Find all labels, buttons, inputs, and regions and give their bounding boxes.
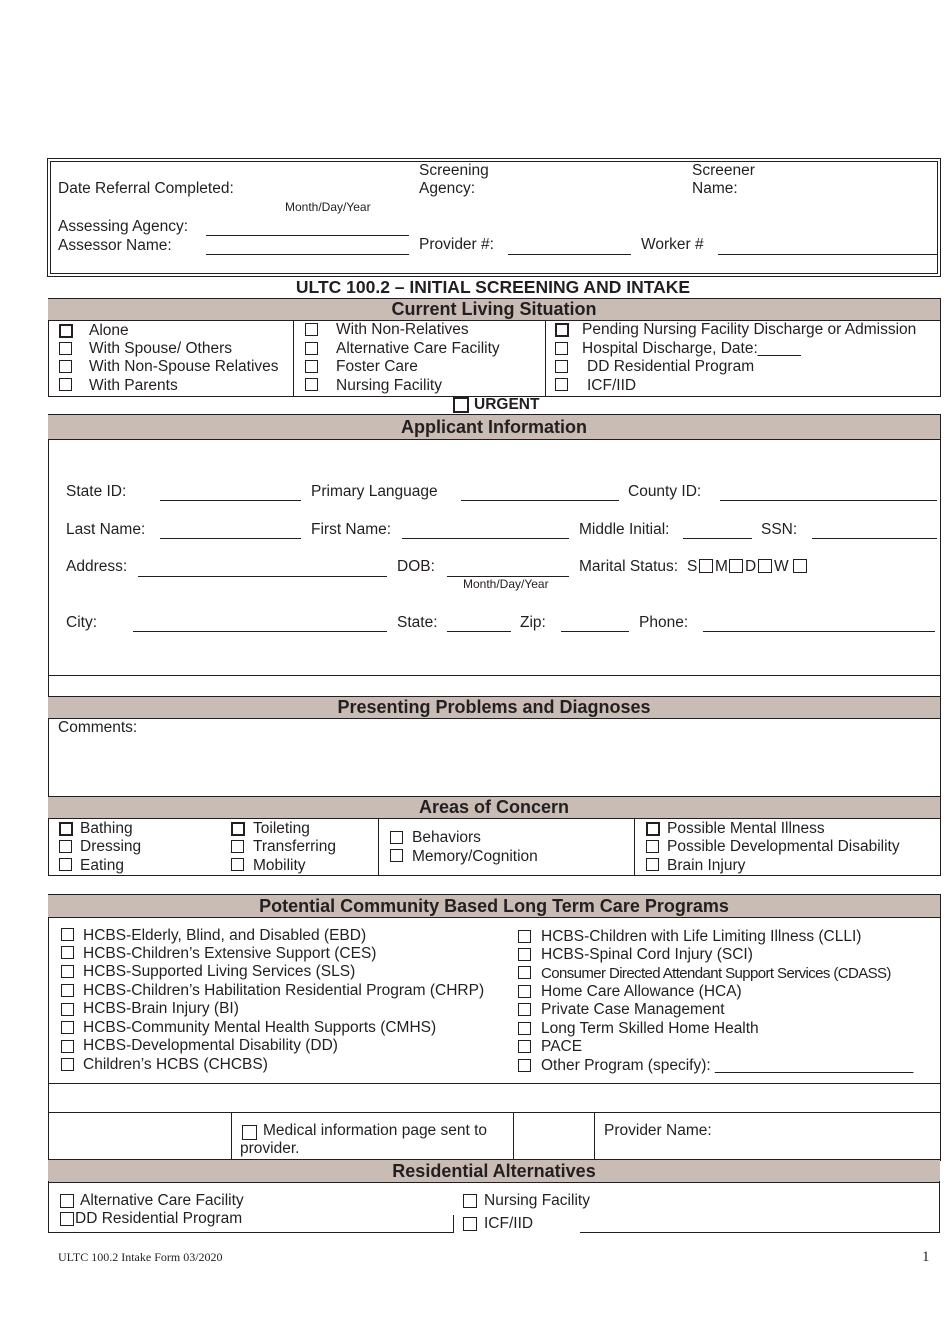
res-dd-residential-checkbox[interactable] <box>60 1212 74 1226</box>
eating-checkbox[interactable] <box>59 858 72 871</box>
marital-s-checkbox[interactable] <box>699 559 713 573</box>
alternative-care-label: Alternative Care Facility <box>336 340 500 357</box>
program-chrp-checkbox[interactable] <box>61 984 74 997</box>
state-field[interactable] <box>447 631 511 632</box>
program-pace-label: PACE <box>541 1038 583 1055</box>
toileting-label: Toileting <box>253 820 310 837</box>
program-cdass-label: Consumer Directed Attendant Support Services (CDASS) <box>541 965 891 982</box>
date-referral-label: Date Referral Completed: <box>58 180 234 197</box>
program-sls-checkbox[interactable] <box>61 965 74 978</box>
assessing-agency-field[interactable] <box>206 235 409 236</box>
res-nursing-facility-label: Nursing Facility <box>484 1192 590 1209</box>
residential-divider <box>453 1215 454 1233</box>
dd-residential-checkbox[interactable] <box>555 360 568 373</box>
program-cdass-checkbox[interactable] <box>518 966 531 979</box>
program-chrp-label: HCBS-Children’s Habilitation Residential Program (CHRP) <box>83 982 485 999</box>
city-field[interactable] <box>133 631 387 632</box>
marital-m-label: M <box>715 558 728 575</box>
urgent-label: URGENT <box>474 396 540 413</box>
marital-d-checkbox[interactable] <box>758 559 772 573</box>
alternative-care-checkbox[interactable] <box>305 342 318 355</box>
foster-care-label: Foster Care <box>336 358 418 375</box>
memory-cognition-label: Memory/Cognition <box>412 848 538 865</box>
alone-label: Alone <box>89 322 129 339</box>
with-spouse-checkbox[interactable] <box>59 342 72 355</box>
res-icf-iid-label: ICF/IID <box>484 1215 534 1232</box>
with-parents-label: With Parents <box>89 377 178 394</box>
program-chcbs-label: Children’s HCBS (CHCBS) <box>83 1056 268 1073</box>
county-id-label: County ID: <box>628 483 702 500</box>
program-ebd-label: HCBS-Elderly, Blind, and Disabled (EBD) <box>83 927 367 944</box>
brain-injury-checkbox[interactable] <box>646 858 659 871</box>
mental-illness-label: Possible Mental Illness <box>667 820 825 837</box>
nursing-facility-label: Nursing Facility <box>336 377 442 394</box>
program-ces-checkbox[interactable] <box>61 946 74 959</box>
transferring-checkbox[interactable] <box>231 840 244 853</box>
mental-illness-checkbox[interactable] <box>646 822 660 836</box>
ssn-label: SSN: <box>761 521 798 538</box>
county-id-field[interactable] <box>720 500 937 501</box>
with-non-relatives-label: With Non-Relatives <box>336 321 469 338</box>
icf-iid-checkbox[interactable] <box>555 378 568 391</box>
marital-w-checkbox[interactable] <box>793 559 807 573</box>
programs-rule-2 <box>48 1112 940 1113</box>
applicant-box <box>48 414 941 698</box>
middle-initial-label: Middle Initial: <box>579 521 670 538</box>
primary-language-field[interactable] <box>461 500 619 501</box>
dob-label: DOB: <box>397 558 435 575</box>
program-sci-label: HCBS-Spinal Cord Injury (SCI) <box>541 946 753 963</box>
first-name-label: First Name: <box>311 521 392 538</box>
comments-field[interactable] <box>140 720 930 790</box>
behaviors-checkbox[interactable] <box>390 831 403 844</box>
icf-iid-label: ICF/IID <box>587 377 637 394</box>
medical-sent-label-1: Medical information page sent to <box>263 1122 488 1139</box>
screener-name-label-1: Screener <box>692 162 755 179</box>
pending-discharge-checkbox[interactable] <box>555 323 569 337</box>
program-bi-label: HCBS-Brain Injury (BI) <box>83 1000 239 1017</box>
assessor-name-label: Assessor Name: <box>58 237 172 254</box>
memory-cognition-checkbox[interactable] <box>390 849 403 862</box>
hospital-discharge-checkbox[interactable] <box>555 342 568 355</box>
assessor-name-field[interactable] <box>206 254 409 255</box>
provider-number-label: Provider #: <box>419 236 494 253</box>
program-other-label: Other Program (specify): _______________________ <box>541 1057 914 1074</box>
residential-header: Residential Alternatives <box>48 1159 940 1183</box>
phone-field[interactable] <box>703 631 935 632</box>
program-clli-checkbox[interactable] <box>518 930 531 943</box>
marital-w-label: W <box>774 558 789 575</box>
residential-right-border <box>939 1181 940 1233</box>
with-spouse-label: With Spouse/ Others <box>89 340 233 357</box>
concerns-header: Areas of Concern <box>48 796 940 819</box>
program-private-cm-label: Private Case Management <box>541 1001 725 1018</box>
concerns-divider-2 <box>634 818 635 875</box>
problems-header: Presenting Problems and Diagnoses <box>48 696 940 719</box>
program-hca-checkbox[interactable] <box>518 985 531 998</box>
urgent-checkbox[interactable] <box>453 397 469 413</box>
program-bi-checkbox[interactable] <box>61 1003 74 1016</box>
address-label: Address: <box>66 558 128 575</box>
with-relatives-label: With Non-Spouse Relatives <box>89 358 279 375</box>
developmental-disability-label: Possible Developmental Disability <box>667 838 900 855</box>
last-name-label: Last Name: <box>66 521 146 538</box>
middle-initial-field[interactable] <box>683 538 752 539</box>
program-ces-label: HCBS-Children’s Extensive Support (CES) <box>83 945 377 962</box>
dressing-checkbox[interactable] <box>59 840 72 853</box>
developmental-disability-checkbox[interactable] <box>646 840 659 853</box>
res-icf-iid-checkbox[interactable] <box>463 1217 477 1231</box>
state-id-label: State ID: <box>66 483 127 500</box>
program-sls-label: HCBS-Supported Living Services (SLS) <box>83 963 356 980</box>
program-sci-checkbox[interactable] <box>518 948 531 961</box>
marital-d-label: D <box>745 558 757 575</box>
marital-m-checkbox[interactable] <box>729 559 743 573</box>
medical-divider-2 <box>513 1112 514 1159</box>
res-alt-care-checkbox[interactable] <box>60 1194 74 1208</box>
living-divider-2 <box>545 320 546 397</box>
hospital-discharge-label: Hospital Discharge, Date:_____ <box>582 340 801 357</box>
last-name-field[interactable] <box>160 538 301 539</box>
worker-number-label: Worker # <box>641 236 704 253</box>
worker-number-field[interactable] <box>718 254 938 255</box>
living-divider-1 <box>293 320 294 397</box>
program-dd-checkbox[interactable] <box>61 1040 74 1053</box>
zip-field[interactable] <box>561 631 629 632</box>
program-cmhs-checkbox[interactable] <box>61 1021 74 1034</box>
eating-label: Eating <box>80 857 124 874</box>
pending-discharge-label: Pending Nursing Facility Discharge or Admission <box>582 321 917 338</box>
screening-agency-label-2: Agency: <box>419 180 476 197</box>
with-relatives-checkbox[interactable] <box>59 360 72 373</box>
foster-care-checkbox[interactable] <box>305 360 318 373</box>
applicant-header: Applicant Information <box>48 414 940 440</box>
mobility-checkbox[interactable] <box>231 858 244 871</box>
program-hca-label: Home Care Allowance (HCA) <box>541 983 742 1000</box>
residential-left-border <box>48 1181 49 1233</box>
city-label: City: <box>66 614 97 631</box>
comments-label: Comments: <box>58 719 138 736</box>
assessing-agency-label: Assessing Agency: <box>58 218 189 235</box>
dressing-label: Dressing <box>80 838 142 855</box>
program-home-health-checkbox[interactable] <box>518 1022 531 1035</box>
primary-language-label: Primary Language <box>311 483 438 500</box>
screener-name-label-2: Name: <box>692 180 738 197</box>
screening-agency-label-1: Screening <box>419 162 489 179</box>
state-id-field[interactable] <box>160 500 301 501</box>
program-private-cm-checkbox[interactable] <box>518 1003 531 1016</box>
dob-hint: Month/Day/Year <box>463 577 549 591</box>
transferring-label: Transferring <box>253 838 336 855</box>
program-pace-checkbox[interactable] <box>518 1040 531 1053</box>
address-field[interactable] <box>138 576 387 577</box>
behaviors-label: Behaviors <box>412 829 481 846</box>
program-other-checkbox[interactable] <box>518 1059 531 1072</box>
applicant-bottom-rule <box>48 675 940 676</box>
first-name-field[interactable] <box>402 538 569 539</box>
program-chcbs-checkbox[interactable] <box>61 1058 74 1071</box>
footer-page-number: 1 <box>922 1249 930 1265</box>
brain-injury-label: Brain Injury <box>667 857 746 874</box>
program-ebd-checkbox[interactable] <box>61 928 74 941</box>
medical-divider-3 <box>594 1112 595 1159</box>
program-cmhs-label: HCBS-Community Mental Health Supports (CMHS) <box>83 1019 437 1036</box>
res-dd-residential-label: DD Residential Program <box>75 1210 243 1227</box>
with-non-relatives-checkbox[interactable] <box>305 323 318 336</box>
dd-residential-label: DD Residential Program <box>587 358 755 375</box>
res-nursing-facility-checkbox[interactable] <box>463 1194 477 1208</box>
medical-divider-1 <box>231 1112 232 1159</box>
programs-rule-1 <box>48 1083 940 1084</box>
with-parents-checkbox[interactable] <box>59 378 72 391</box>
medical-sent-label-2: provider. <box>240 1140 300 1157</box>
programs-header: Potential Community Based Long Term Care Programs <box>48 894 940 918</box>
nursing-facility-checkbox[interactable] <box>305 378 318 391</box>
date-referral-hint: Month/Day/Year <box>285 200 371 214</box>
program-home-health-label: Long Term Skilled Home Health <box>541 1020 759 1037</box>
marital-status-label: Marital Status: <box>579 558 679 575</box>
phone-label: Phone: <box>639 614 689 631</box>
toileting-checkbox[interactable] <box>231 822 245 836</box>
program-clli-label: HCBS-Children with Life Limiting Illness (CLLI) <box>541 928 862 945</box>
provider-name-label: Provider Name: <box>604 1122 712 1139</box>
state-label: State: <box>397 614 438 631</box>
living-situation-header: Current Living Situation <box>48 298 940 321</box>
provider-number-field[interactable] <box>508 254 631 255</box>
res-alt-care-label: Alternative Care Facility <box>80 1192 244 1209</box>
ssn-field[interactable] <box>812 538 937 539</box>
residential-bottom-left <box>48 1232 453 1233</box>
zip-label: Zip: <box>520 614 546 631</box>
alone-checkbox[interactable] <box>59 324 73 338</box>
mobility-label: Mobility <box>253 857 306 874</box>
program-dd-label: HCBS-Developmental Disability (DD) <box>83 1037 338 1054</box>
concerns-divider-1 <box>378 818 379 875</box>
bathing-checkbox[interactable] <box>59 822 73 836</box>
bathing-label: Bathing <box>80 820 133 837</box>
marital-s-label: S <box>687 558 698 575</box>
residential-bottom-right <box>580 1232 940 1233</box>
form-title: ULTC 100.2 – INITIAL SCREENING AND INTAKE <box>295 277 691 297</box>
footer-form-id: ULTC 100.2 Intake Form 03/2020 <box>58 1250 223 1264</box>
medical-sent-checkbox[interactable] <box>242 1125 257 1140</box>
